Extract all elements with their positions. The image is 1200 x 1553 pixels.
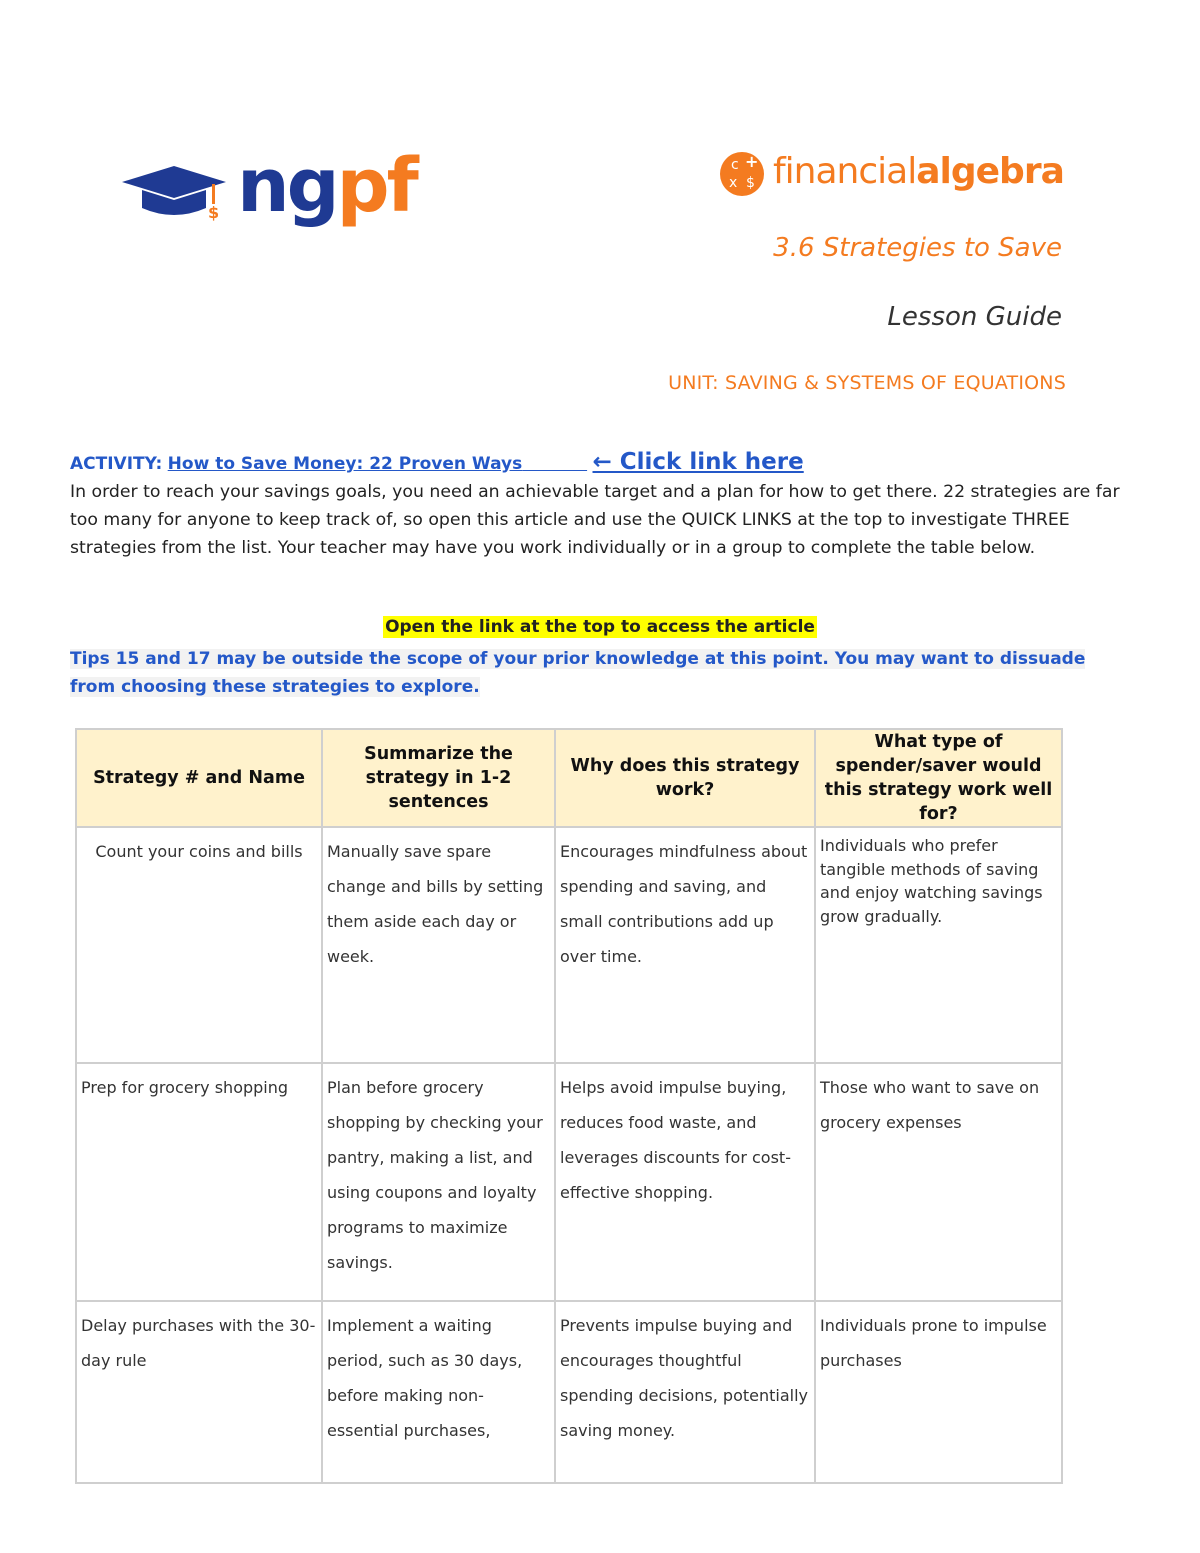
header-who: What type of spender/saver would this strategy work well for? (815, 729, 1062, 827)
why-cell[interactable]: Prevents impulse buying and encourages thoughtful spending decisions, potentially saving money. (555, 1301, 815, 1483)
unit-heading: UNIT: SAVING & SYSTEMS OF EQUATIONS (668, 372, 1066, 394)
highlighted-instruction: Open the link at the top to access the article (385, 617, 815, 637)
lesson-title: 3.6 Strategies to Save (773, 233, 1062, 263)
svg-text:$: $ (208, 203, 220, 222)
table-row (76, 1301, 1062, 1483)
summary-cell[interactable]: Implement a waiting period, such as 30 days, before making non-essential purchases, (322, 1301, 555, 1483)
strategies-table (75, 728, 1063, 1484)
graduation-cap-icon (122, 160, 232, 222)
strategy-name-cell[interactable]: Delay purchases with the 30-day rule (76, 1301, 322, 1483)
header-why: Why does this strategy work? (555, 729, 815, 827)
header-summary: Summarize the strategy in 1-2 sentences (322, 729, 555, 827)
click-link-here[interactable]: ← Click link here (592, 449, 804, 475)
who-cell[interactable]: Individuals who prefer tangible methods of saving and enjoy watching savings grow gradually. (815, 827, 1062, 1063)
why-cell[interactable]: Helps avoid impulse buying, reduces food waste, and leverages discounts for cost-effective shopping. (555, 1063, 815, 1301)
financial-algebra-logo (718, 148, 1068, 198)
svg-text:$: $ (746, 175, 755, 191)
lesson-subtitle: Lesson Guide (887, 302, 1062, 332)
tips-note: Tips 15 and 17 may be outside the scope of your prior knowledge at this point. You may want to dissuade from choosing these strategies to explore. (70, 649, 1086, 697)
activity-instructions: In order to reach your savings goals, you need an achievable target and a plan for how to get there. 22 strategies are far too many for anyone to keep track of, so open this article and use the QUICK LINKS at the top to investigate THREE strategies from the list. Your teacher may have you work individually or in a group to complete the table below. (70, 482, 1120, 558)
article-link[interactable]: How to Save Money: 22 Proven Ways (167, 454, 523, 474)
activity-section (70, 448, 1130, 562)
summary-cell[interactable]: Manually save spare change and bills by setting them aside each day or week. (322, 827, 555, 1063)
activity-label: ACTIVITY: (70, 454, 163, 474)
math-operators-icon (718, 148, 766, 196)
summary-cell[interactable]: Plan before grocery shopping by checking your pantry, making a list, and using coupons and loyalty programs to maximize savings. (322, 1063, 555, 1301)
svg-text:+: + (745, 152, 759, 171)
svg-text:c: c (731, 157, 739, 173)
who-cell[interactable]: Those who want to save on grocery expenses (815, 1063, 1062, 1301)
header-strategy-name: Strategy # and Name (76, 729, 322, 827)
table-row (76, 1063, 1062, 1301)
table-row (76, 827, 1062, 1063)
logo-word-algebra: algebra (916, 151, 1064, 192)
ngpf-logo: $ ngpf (122, 150, 412, 232)
why-cell[interactable]: Encourages mindfulness about spending and saving, and small contributions add up over time. (555, 827, 815, 1063)
who-cell[interactable]: Individuals prone to impulse purchases (815, 1301, 1062, 1483)
strategy-name-cell[interactable]: Count your coins and bills (76, 827, 322, 1063)
logo-word-financial: financial (773, 151, 917, 192)
strategy-name-cell[interactable]: Prep for grocery shopping (76, 1063, 322, 1301)
table-header-row (76, 729, 1062, 827)
svg-text:x: x (729, 175, 738, 191)
